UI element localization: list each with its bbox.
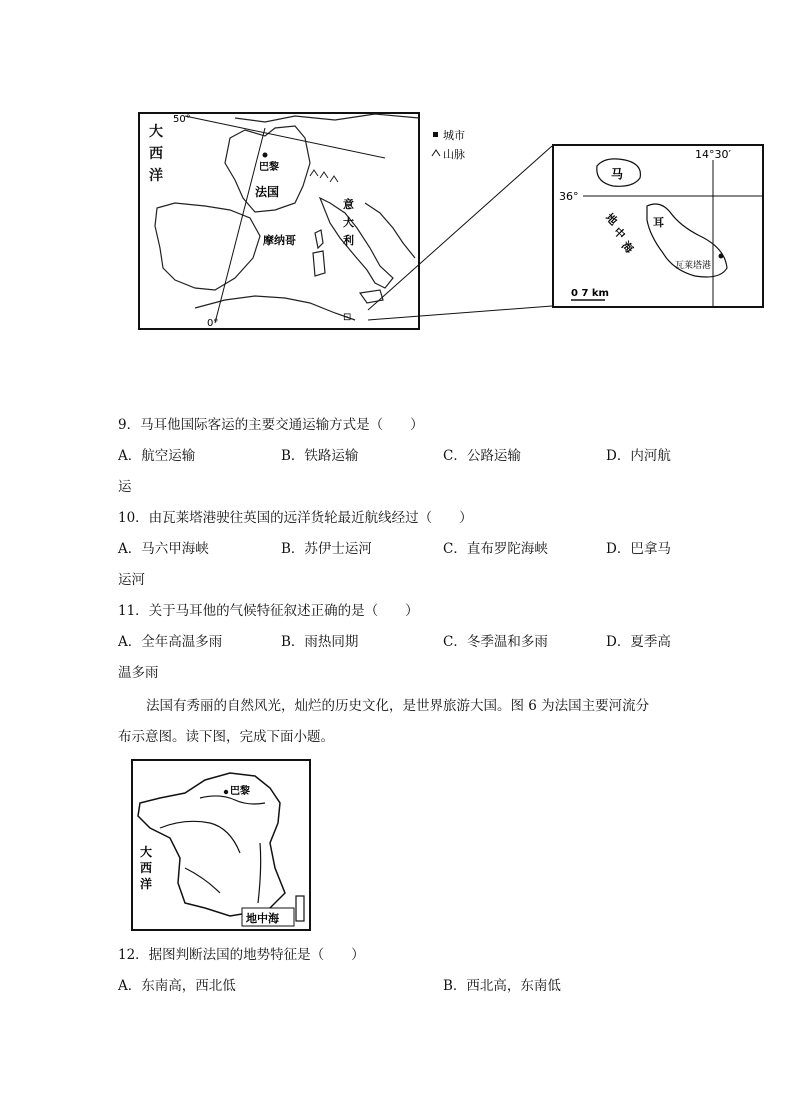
map2-sea-label: 地中海 [246,912,279,925]
question-12-stem: 12．据图判断法国的地势特征是（ ） [118,947,365,963]
main-map-frame [139,113,419,329]
inset-lat-label: 36° [559,190,579,203]
italy-label-2: 大 [343,216,354,229]
italy-label-1: 意 [343,198,354,211]
inset-scale: 0 7 km [571,288,609,299]
italy-label-3: 利 [343,234,354,247]
inset-port: 瓦莱塔港 [675,261,712,271]
mountain-legend-icon [432,150,440,156]
q9-option-b[interactable]: B．铁路运输 [281,448,359,464]
q11-option-a[interactable]: A．全年高温多雨 [118,634,223,650]
q11-option-d-wrap: 温多雨 [118,665,159,681]
q10-option-d-wrap: 运河 [118,572,145,588]
q11-option-b[interactable]: B．雨热同期 [281,634,359,650]
inset-sea-3: 海 [618,238,636,256]
inset-lon-label: 14°30′ [695,148,731,161]
q9-option-c[interactable]: C．公路运输 [443,448,521,464]
question-10-stem: 10．由瓦莱塔港驶往英国的远洋货轮最近航线经过（ ） [118,510,473,526]
city-legend-icon [433,132,438,137]
q10-option-d[interactable]: D．巴拿马 [606,541,671,557]
malta-marker: ⊡ [343,312,352,323]
q9-option-d-wrap: 运 [118,479,132,495]
inset-sea-1: 地 [602,210,620,228]
q11-option-c[interactable]: C．冬季温和多雨 [443,634,548,650]
legend-mountain: 山脉 [443,148,465,161]
inset-island1: 马 [611,167,624,181]
inset-island2: 耳 [653,216,664,229]
q10-option-c[interactable]: C．直布罗陀海峡 [443,541,548,557]
ocean-label-1: 大 [149,124,163,140]
paris-dot [263,153,268,158]
q9-option-d[interactable]: D．内河航 [606,448,671,464]
inset-sea-2: 中 [610,224,628,242]
france-river-map [130,758,314,933]
intro-line-1: 法国有秀丽的自然风光，灿烂的历史文化，是世界旅游大国。图 6 为法国主要河流分 [146,698,650,714]
legend-city: 城市 [443,129,465,142]
map2-ocean-3: 洋 [140,877,153,891]
monaco-label: 摩纳哥 [263,234,296,247]
france-map-frame [132,760,310,930]
question-9-stem: 9．马耳他国际客运的主要交通运输方式是（ ） [118,417,424,433]
ocean-label-2: 西 [149,146,163,162]
lat-label: 50° [173,114,191,125]
q11-option-d[interactable]: D．夏季高 [606,634,671,650]
europe-map-figure [135,108,775,338]
q9-option-a[interactable]: A．航空运输 [118,448,196,464]
france-label: 法国 [255,185,280,199]
q12-option-b[interactable]: B．西北高，东南低 [443,978,561,994]
map2-ocean-1: 大 [140,845,153,859]
ocean-label-3: 洋 [149,168,163,184]
paris-label: 巴黎 [259,162,279,173]
lon-label: 0° [207,318,219,329]
intro-line-2: 布示意图。读下图，完成下面小题。 [118,729,334,745]
question-11-stem: 11．关于马耳他的气候特征叙述正确的是（ ） [118,603,419,619]
map2-ocean-2: 西 [140,861,153,875]
q12-option-a[interactable]: A．东南高，西北低 [118,978,236,994]
q10-option-b[interactable]: B．苏伊士运河 [281,541,372,557]
map2-paris-label: 巴黎 [230,786,250,797]
q10-option-a[interactable]: A．马六甲海峡 [118,541,209,557]
valletta-dot [719,254,724,259]
paris-dot-2 [224,790,228,794]
